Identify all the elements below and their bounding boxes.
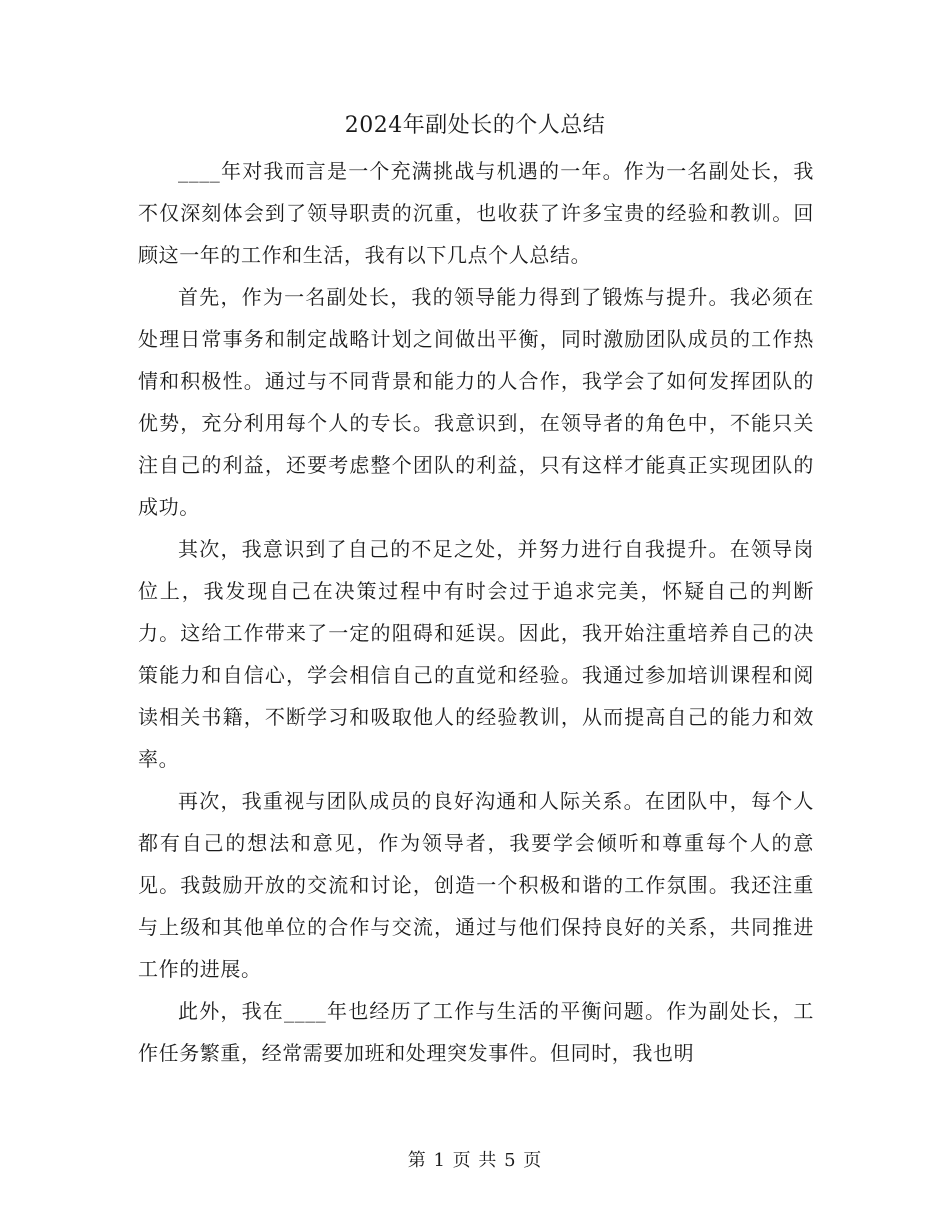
- paragraph-leadership: 首先，作为一名副处长，我的领导能力得到了锻炼与提升。我必须在处理日常事务和制定战略计划之间做出平衡，同时激励团队成员的工作热情和积极性。通过与不同背景和能力的人合作，我学会了如何发挥团队的优势，充分利用每个人的专长。我意识到，在领导者的角色中，不能只关注自己的利益，还要考虑整个团队的利益，只有这样才能真正实现团队的成功。: [138, 285, 814, 519]
- document-body: [138, 150, 814, 1074]
- paragraph-communication: 再次，我重视与团队成员的良好沟通和人际关系。在团队中，每个人都有自己的想法和意见，作为领导者，我要学会倾听和尊重每个人的意见。我鼓励开放的交流和讨论，创造一个积极和谐的工作氛围。我还注重与上级和其他单位的合作与交流，通过与他们保持良好的关系，共同推进工作的进展。: [138, 789, 814, 981]
- document-title: 2024年副处长的个人总结: [344, 113, 606, 138]
- paragraph-work-life-balance: 此外，我在____年也经历了工作与生活的平衡问题。作为副处长，工作任务繁重，经常需要加班和处理突发事件。但同时，我也明: [138, 999, 814, 1065]
- page-footer: 第 1 页 共 5 页: [407, 1150, 543, 1171]
- paragraph-self-improvement: 其次，我意识到了自己的不足之处，并努力进行自我提升。在领导岗位上，我发现自己在决策过程中有时会过于追求完美，怀疑自己的判断力。这给工作带来了一定的阻碍和延误。因此，我开始注重培养自己的决策能力和自信心，学会相信自己的直觉和经验。我通过参加培训课程和阅读相关书籍，不断学习和吸取他人的经验教训，从而提高自己的能力和效率。: [138, 537, 814, 771]
- paragraph-intro: ____年对我而言是一个充满挑战与机遇的一年。作为一名副处长，我不仅深刻体会到了领导职责的沉重，也收获了许多宝贵的经验和教训。回顾这一年的工作和生活，我有以下几点个人总结。: [138, 159, 814, 267]
